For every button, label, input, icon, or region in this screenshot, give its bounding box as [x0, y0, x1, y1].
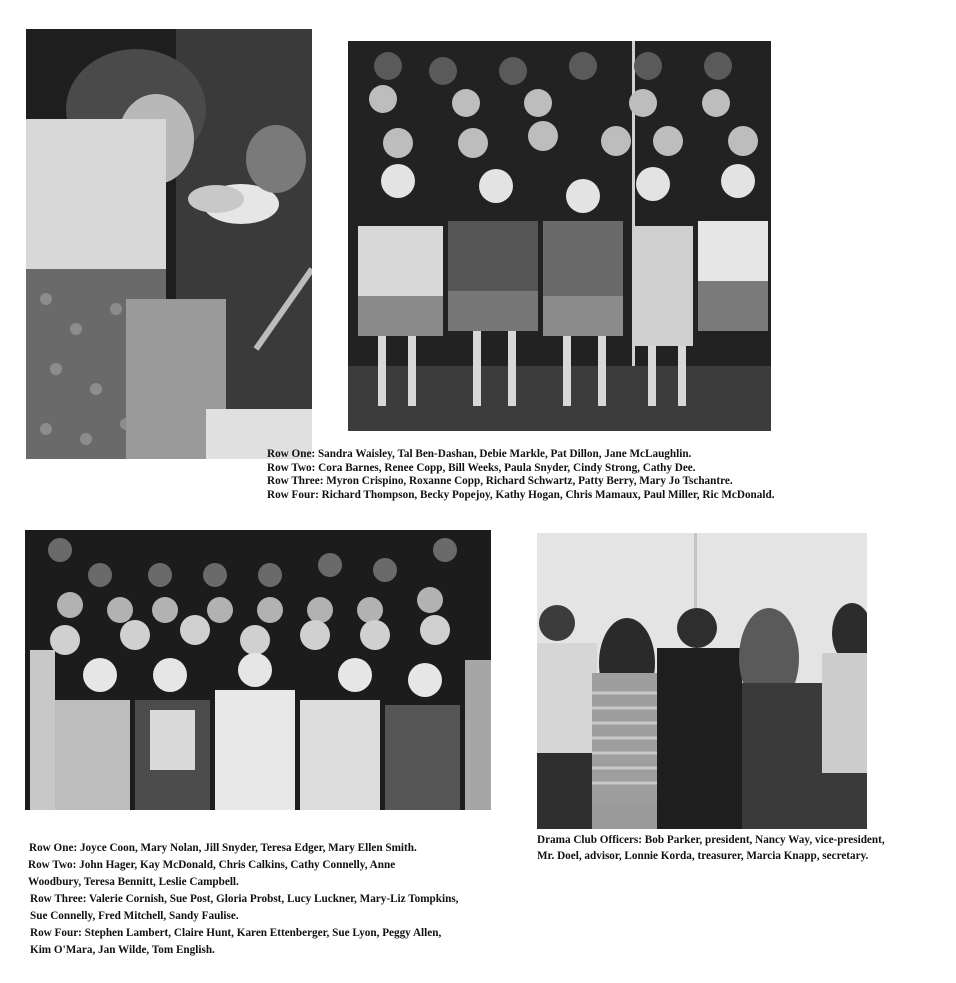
choir-caption: [267, 448, 775, 502]
caption-row-two-cont: Woodbury, Teresa Bennitt, Leslie Campbell.: [28, 876, 239, 888]
group-photo: [25, 530, 491, 810]
group-caption: [29, 840, 458, 959]
caption-row-four: Row Four: Richard Thompson, Becky Popejoy, Kathy Hogan, Chris Mamaux, Paul Miller, Ric McDonald.: [267, 488, 775, 501]
choir-photo: [348, 41, 771, 431]
caption-row-one: Row One: Joyce Coon, Mary Nolan, Jill Snyder, Teresa Edger, Mary Ellen Smith.: [29, 842, 417, 854]
caption-row-four: Row Four: Stephen Lambert, Claire Hunt, Karen Ettenberger, Sue Lyon, Peggy Allen,: [30, 927, 442, 939]
caption-row-three-cont: Sue Connelly, Fred Mitchell, Sandy Faulise.: [30, 910, 239, 922]
caption-row-four-cont: Kim O'Mara, Jan Wilde, Tom English.: [30, 944, 215, 956]
caption-officers-line-1: Drama Club Officers: Bob Parker, president, Nancy Way, vice-president,: [537, 834, 885, 846]
caption-row-three: Row Three: Myron Crispino, Roxanne Copp, Richard Schwartz, Patty Berry, Mary Jo Tschantre.: [267, 475, 733, 488]
candid-photo: [26, 29, 312, 459]
caption-row-one: Row One: Sandra Waisley, Tal Ben-Dashan, Debie Markle, Pat Dillon, Jane McLaughlin.: [267, 448, 692, 460]
caption-officers-line-2: Mr. Doel, advisor, Lonnie Korda, treasurer, Marcia Knapp, secretary.: [537, 850, 869, 862]
officers-photo: [537, 533, 867, 829]
caption-row-two: Row Two: John Hager, Kay McDonald, Chris Calkins, Cathy Connelly, Anne: [28, 859, 396, 871]
caption-row-two: Row Two: Cora Barnes, Renee Copp, Bill Weeks, Paula Snyder, Cindy Strong, Cathy Dee.: [267, 461, 696, 474]
officers-caption: [537, 832, 885, 864]
caption-row-three: Row Three: Valerie Cornish, Sue Post, Gloria Probst, Lucy Luckner, Mary-Liz Tompkins,: [30, 893, 459, 905]
